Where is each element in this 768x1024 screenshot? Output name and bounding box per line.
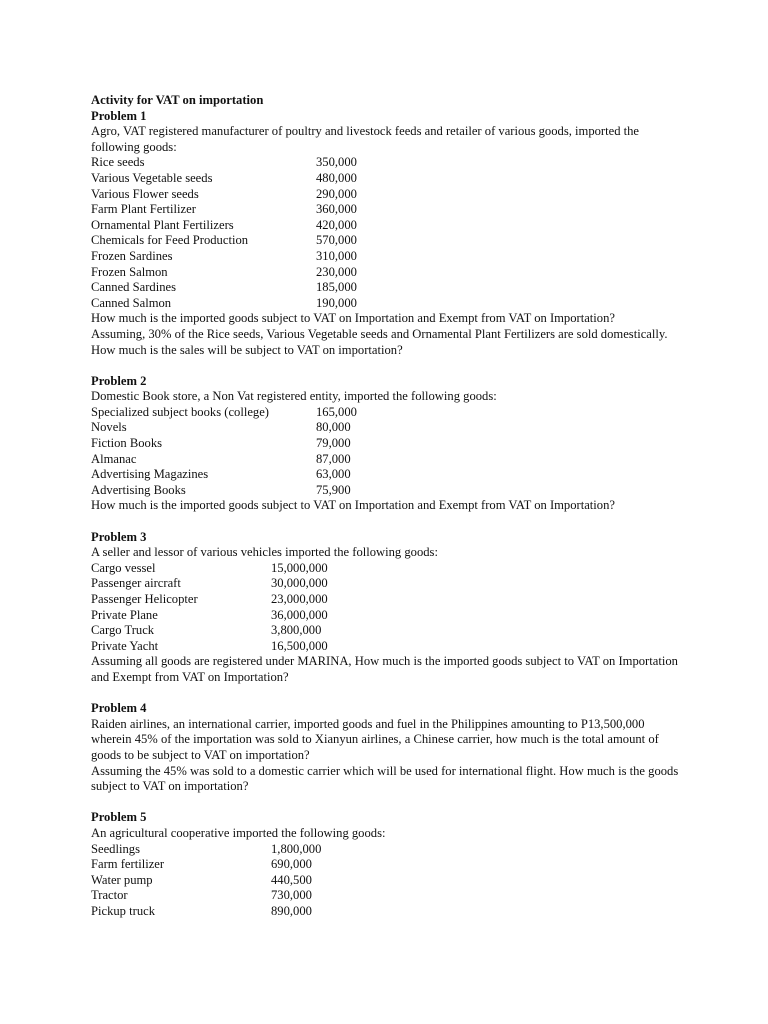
problem2-question1: How much is the imported goods subject to VAT on Importation and Exempt from VAT on Importation? — [91, 498, 615, 513]
list-item — [91, 265, 681, 281]
list-item — [91, 842, 681, 858]
list-item — [91, 904, 681, 920]
item-amount: 3,800,000 — [271, 623, 322, 638]
list-item — [91, 561, 681, 577]
list-item — [91, 483, 681, 499]
item-amount: 15,000,000 — [271, 560, 328, 575]
problem1-intro: Agro, VAT registered manufacturer of poultry and livestock feeds and retailer of various goods, imported the following goods: — [91, 124, 640, 154]
problem1-question2: Assuming, 30% of the Rice seeds, Various Vegetable seeds and Ornamental Plant Fertilizers are sold domestically. How much is the sales will be subject to VAT on importation? — [91, 326, 668, 357]
item-amount: 1,800,000 — [271, 841, 322, 856]
item-amount: 480,000 — [316, 170, 357, 185]
item-amount: 80,000 — [316, 420, 351, 435]
item-name: Private Plane — [91, 607, 158, 622]
item-name: Seedlings — [91, 841, 140, 856]
list-item — [91, 467, 681, 483]
item-name: Passenger aircraft — [91, 576, 181, 591]
item-name: Farm Plant Fertilizer — [91, 202, 196, 217]
spacer — [91, 358, 681, 374]
problem4-heading: Problem 4 — [91, 701, 147, 716]
problem4-text2: Assuming the 45% was sold to a domestic carrier which will be used for international flight. How much is the goods subject to VAT on importation? — [91, 763, 679, 794]
problem2-heading: Problem 2 — [91, 373, 147, 388]
list-item — [91, 187, 681, 203]
item-amount: 30,000,000 — [271, 576, 328, 591]
item-name: Pickup truck — [91, 903, 156, 918]
item-amount: 165,000 — [316, 404, 357, 419]
list-item — [91, 420, 681, 436]
item-name: Advertising Books — [91, 482, 186, 497]
item-amount: 890,000 — [271, 903, 312, 918]
item-name: Rice seeds — [91, 155, 145, 170]
item-amount: 360,000 — [316, 202, 357, 217]
problem1-heading: Problem 1 — [91, 108, 147, 123]
list-item — [91, 873, 681, 889]
list-item — [91, 249, 681, 265]
list-item — [91, 639, 681, 655]
item-amount: 87,000 — [316, 451, 351, 466]
item-name: Water pump — [91, 872, 153, 887]
list-item — [91, 171, 681, 187]
problem3-intro: A seller and lessor of various vehicles imported the following goods: — [91, 545, 438, 560]
item-name: Private Yacht — [91, 638, 159, 653]
item-amount: 79,000 — [316, 436, 351, 451]
item-amount: 75,900 — [316, 482, 351, 497]
item-name: Fiction Books — [91, 436, 163, 451]
list-item — [91, 280, 681, 296]
spacer — [91, 686, 681, 702]
list-item — [91, 592, 681, 608]
item-name: Advertising Magazines — [91, 467, 209, 482]
item-name: Specialized subject books (college) — [91, 404, 269, 419]
spacer — [91, 514, 681, 530]
item-name: Novels — [91, 420, 127, 435]
list-item — [91, 233, 681, 249]
item-name: Ornamental Plant Fertilizers — [91, 217, 234, 232]
item-name: Almanac — [91, 451, 137, 466]
list-item — [91, 296, 681, 312]
list-item — [91, 452, 681, 468]
list-item — [91, 857, 681, 873]
item-amount: 290,000 — [316, 186, 357, 201]
problem2-intro: Domestic Book store, a Non Vat registered entity, imported the following goods: — [91, 389, 497, 404]
item-amount: 420,000 — [316, 217, 357, 232]
item-amount: 190,000 — [316, 295, 357, 310]
list-item — [91, 608, 681, 624]
problem4-text1: Raiden airlines, an international carrier, imported goods and fuel in the Philippines amounting to P13,500,000 wherein 45% of the importation was sold to Xianyun airlines, a Chinese carrier, how much is the total amount of goods to be subject to VAT on importation? — [91, 716, 659, 762]
item-amount: 690,000 — [271, 857, 312, 872]
list-item — [91, 888, 681, 904]
item-name: Frozen Salmon — [91, 264, 168, 279]
problem5-intro: An agricultural cooperative imported the following goods: — [91, 825, 386, 840]
item-amount: 570,000 — [316, 233, 357, 248]
item-name: Cargo vessel — [91, 560, 156, 575]
item-amount: 310,000 — [316, 248, 357, 263]
problem3-goods-list — [91, 561, 681, 655]
list-item — [91, 155, 681, 171]
problem1-goods-list — [91, 155, 681, 311]
item-amount: 63,000 — [316, 467, 351, 482]
problem2-goods-list — [91, 405, 681, 499]
item-name: Cargo Truck — [91, 623, 155, 638]
list-item — [91, 576, 681, 592]
problem5-heading: Problem 5 — [91, 810, 147, 825]
item-name: Passenger Helicopter — [91, 592, 198, 606]
document-title: Activity for VAT on importation — [91, 93, 264, 107]
problem3-question1: Assuming all goods are registered under MARINA, How much is the imported goods subject to VAT on Importation and Exempt from VAT on Importation? — [91, 654, 678, 684]
list-item — [91, 218, 681, 234]
problem5-goods-list — [91, 842, 681, 920]
document-content — [91, 93, 681, 919]
item-amount: 185,000 — [316, 280, 357, 295]
item-amount: 730,000 — [271, 888, 312, 903]
list-item — [91, 405, 681, 421]
item-name: Various Vegetable seeds — [91, 170, 213, 185]
item-name: Canned Sardines — [91, 280, 176, 295]
item-name: Farm fertilizer — [91, 857, 165, 872]
item-amount: 23,000,000 — [271, 592, 328, 606]
item-name: Various Flower seeds — [91, 186, 199, 201]
item-name: Frozen Sardines — [91, 248, 173, 263]
problem1-question1: How much is the imported goods subject to VAT on Importation and Exempt from VAT on Importation? — [91, 311, 615, 326]
list-item — [91, 202, 681, 218]
list-item — [91, 623, 681, 639]
spacer — [91, 795, 681, 811]
list-item — [91, 436, 681, 452]
item-amount: 230,000 — [316, 264, 357, 279]
problem3-heading: Problem 3 — [91, 529, 147, 544]
item-amount: 16,500,000 — [271, 638, 328, 653]
item-name: Tractor — [91, 888, 128, 903]
item-amount: 350,000 — [316, 155, 357, 170]
item-amount: 440,500 — [271, 872, 312, 887]
item-name: Canned Salmon — [91, 295, 172, 310]
item-amount: 36,000,000 — [271, 607, 328, 622]
item-name: Chemicals for Feed Production — [91, 233, 249, 248]
